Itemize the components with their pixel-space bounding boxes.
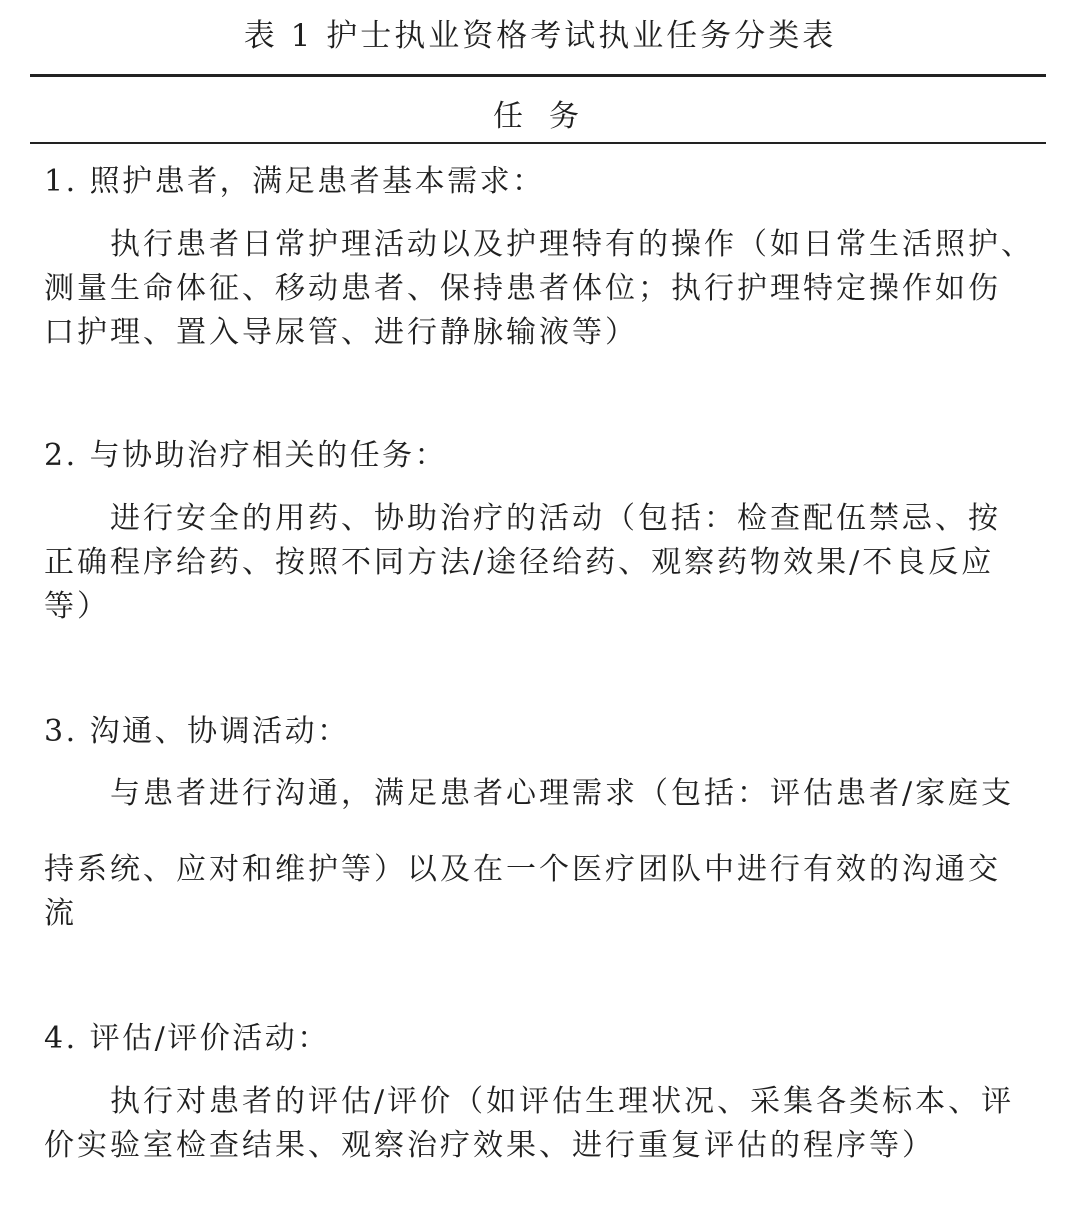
section-2-line-2: 正确程序给药、按照不同方法/途径给药、观察药物效果/不良反应 [44, 545, 995, 580]
section-3-line-1: 与患者进行沟通，满足患者心理需求（包括：评估患者/家庭支 [110, 776, 1015, 811]
section-1-line-1: 执行患者日常护理活动以及护理特有的操作（如日常生活照护、 [110, 227, 1034, 262]
table-title: 表 1 护士执业资格考试执业任务分类表 [243, 18, 837, 54]
section-1-line-2: 测量生命体征、移动患者、保持患者体位；执行护理特定操作如伤 [44, 271, 1001, 306]
section-2-line-3: 等） [44, 589, 110, 624]
section-4-line-1: 执行对患者的评估/评价（如评估生理状况、采集各类标本、评 [110, 1084, 1015, 1119]
column-header: 任务 [493, 99, 605, 134]
section-2-line-1: 进行安全的用药、协助治疗的活动（包括：检查配伍禁忌、按 [110, 501, 1001, 536]
section-1-heading: 1. 照护患者，满足患者基本需求： [44, 164, 545, 199]
section-2-heading: 2. 与协助治疗相关的任务： [44, 438, 448, 473]
section-3-line-3: 流 [44, 896, 77, 931]
section-3-line-2: 持系统、应对和维护等）以及在一个医疗团队中进行有效的沟通交 [44, 852, 1001, 887]
top-rule [30, 74, 1046, 77]
section-4-line-2: 价实验室检查结果、观察治疗效果、进行重复评估的程序等） [44, 1128, 935, 1163]
section-1-line-3: 口护理、置入导尿管、进行静脉输液等） [44, 315, 638, 350]
section-3-heading: 3. 沟通、协调活动： [44, 714, 350, 749]
header-rule [30, 142, 1046, 144]
section-4-heading: 4. 评估/评价活动： [44, 1021, 330, 1056]
